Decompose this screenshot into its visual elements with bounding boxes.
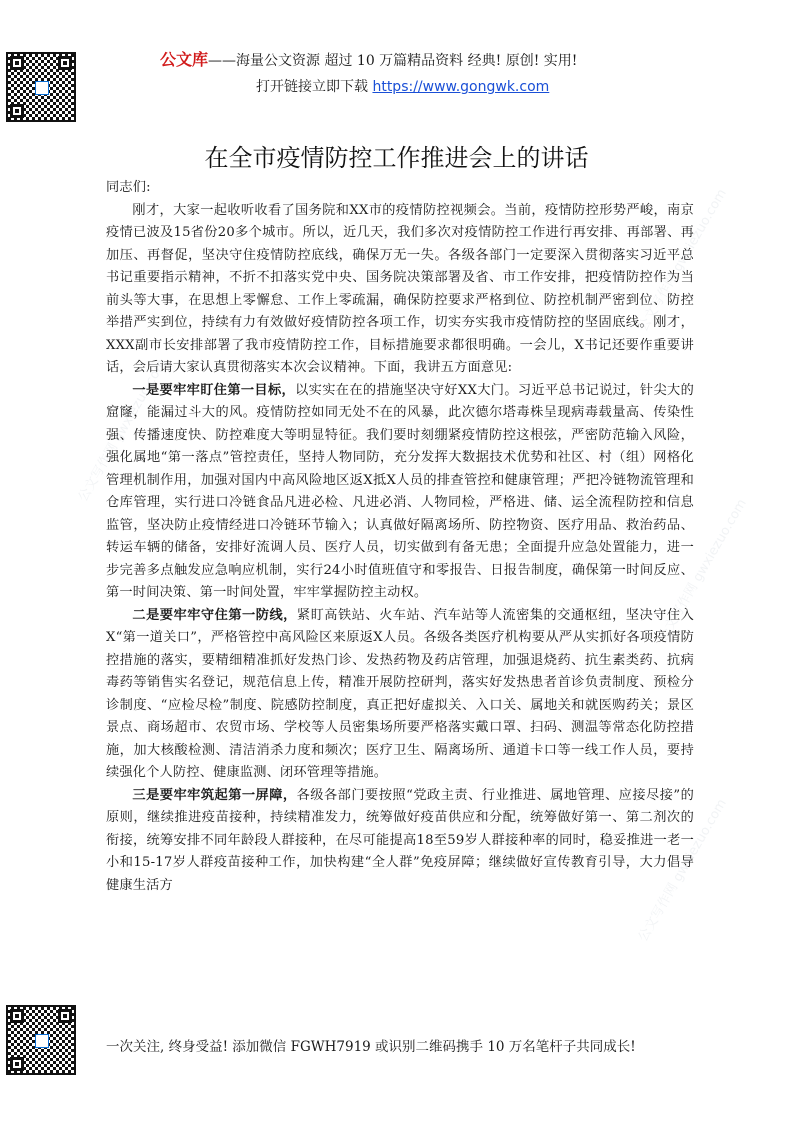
- download-link[interactable]: https://www.gongwk.com: [372, 79, 550, 95]
- qr-finder: [10, 1057, 24, 1071]
- qr-code-top[interactable]: [6, 52, 76, 122]
- watermark: 公文写作网 gwxiezuo.com: [635, 186, 730, 335]
- section-heading: 一是要牢牢盯住第一目标，: [132, 382, 296, 398]
- section-text: 各级各部门要按照“党政主责、行业推进、属地管理、应接尽接”的原则，继续推进疫苗接种，持续精准发力，统筹做好疫苗供应和分配，统筹做好第一、第二剂次的衔接，统筹安排不同年龄段人群接种，在尽可能提高18至59岁人群接种率的同时，稳妥推进一老一小和15-17岁人群疫苗接种工作，加快构建“全人群”免疫屏障；继续做好宣传教育引导，大力倡导健康生活方: [106, 787, 694, 893]
- watermark: 公文写作网 gwxiezuo.com: [75, 356, 170, 505]
- qr-finder: [10, 56, 24, 70]
- section-heading: 三是要牢牢筑起第一屏障，: [132, 787, 297, 803]
- qr-logo-icon: [35, 1034, 49, 1048]
- qr-finder: [58, 1009, 72, 1023]
- qr-code-bottom[interactable]: [6, 1005, 76, 1075]
- intro-paragraph: 刚才，大家一起收听收看了国务院和XX市的疫情防控视频会。当前，疫情防控形势严峻，南京疫情已波及15省份20多个城市。所以，近几天，我们多次对疫情防控工作进行再安排、再部署、再加压、再督促，坚决守住疫情防控底线，确保万无一失。各级各部门一定要深入贯彻落实习近平总书记重要指示精神，不折不扣落实党中央、国务院决策部署及省、市工作安排，把疫情防控作为当前头等大事，在思想上零懈怠、工作上零疏漏，确保防控要求严格到位、防控机制严密到位、防控举措严实到位，持续有力有效做好疫情防控各项工作，切实夯实我市疫情防控的坚固底线。刚才，XXX副市长安排部署了我市疫情防控工作，目标措施要求都很明确。一会儿，X书记还要作重要讲话，会后请大家认真贯彻落实本次会议精神。下面，我讲五方面意见:: [106, 202, 694, 375]
- section-text: 以实实在在的措施坚决守好XX大门。习近平总书记说过，针尖大的窟窿，能漏过斗大的风。疫情防控如同无处不在的风暴，此次德尔塔毒株呈现病毒载量高、传染性强、传播速度快、防控难度大等明显特征。我们要时刻绷紧疫情防控这根弦，严密防范输入风险，强化属地“第一落点”管控责任，坚持人物同防，充分发挥大数据技术优势和社区、村（组）网格化管理机制作用，加强对国内中高风险地区返X抵X人员的排查管控和健康管理；严把冷链物流管理和仓库管理，实行进口冷链食品凡进必检、凡进必消、人物同检，严格进、储、运全流程防控和信息监管，坚决防止疫情经进口冷链环节输入；认真做好隔离场所、防控物资、医疗用品、救治药品、转运车辆的储备，安排好流调人员、医疗人员，切实做到有备无患；全面提升应急处置能力，进一步完善多点触发应急响应机制，实行24小时值班值守和零报告、日报告制度，确保第一时间反应、第一时间决策、第一时间处置，牢牢掌握防控主动权。: [106, 382, 694, 600]
- header-download: [256, 77, 736, 97]
- qr-logo-icon: [35, 81, 49, 95]
- salutation: 同志们:: [106, 180, 151, 195]
- qr-finder: [10, 1009, 24, 1023]
- tagline-text: ——海量公文资源 超过 10 万篇精品资料 经典! 原创! 实用!: [208, 53, 578, 69]
- section-paragraph: [106, 785, 694, 898]
- header-tagline: [160, 50, 720, 71]
- section-paragraph: [106, 380, 694, 605]
- section-paragraph: [106, 605, 694, 785]
- qr-finder: [58, 56, 72, 70]
- document-title: 在全市疫情防控工作推进会上的讲话: [204, 144, 589, 172]
- section-heading: 二是要牢牢守住第一防线，: [132, 607, 297, 623]
- brand-name: 公文库: [160, 50, 209, 69]
- footer-note: 一次关注, 终身受益! 添加微信 FGWH7919 或识别二维码携手 10 万名笔杆子共同成长!: [106, 1039, 636, 1055]
- section-text: 紧盯高铁站、火车站、汽车站等人流密集的交通枢纽，坚决守住入X“第一道关口”，严格管控中高风险区来原返X人员。各级各类医疗机构要从严从实抓好各项疫情防控措施的落实，要精细精准抓好发热门诊、发热药物及药店管理，加强退烧药、抗生素类药、抗病毒药等销售实名登记，规范信息上传，精准开展防控研判，落实好发热患者首诊负责制度、预检分诊制度、“应检尽检”制度、院感防控制度，真正把好虚拟关、入口关、属地关和就医购药关；景区景点、商场超市、农贸市场、学校等人员密集场所要严格落实戴口罩、扫码、测温等常态化防控措施，加大核酸检测、清洁消杀力度和频次；医疗卫生、隔离场所、通道卡口等一线工作人员，要持续强化个人防控、健康监测、闭环管理等措施。: [106, 607, 694, 780]
- document-body: [106, 177, 694, 897]
- watermark: 公文写作网 gwxiezuo.com: [635, 796, 730, 945]
- download-label: 打开链接立即下载: [256, 79, 373, 95]
- watermark: 公文写作网 gwxiezuo.com: [655, 496, 750, 645]
- qr-finder: [10, 104, 24, 118]
